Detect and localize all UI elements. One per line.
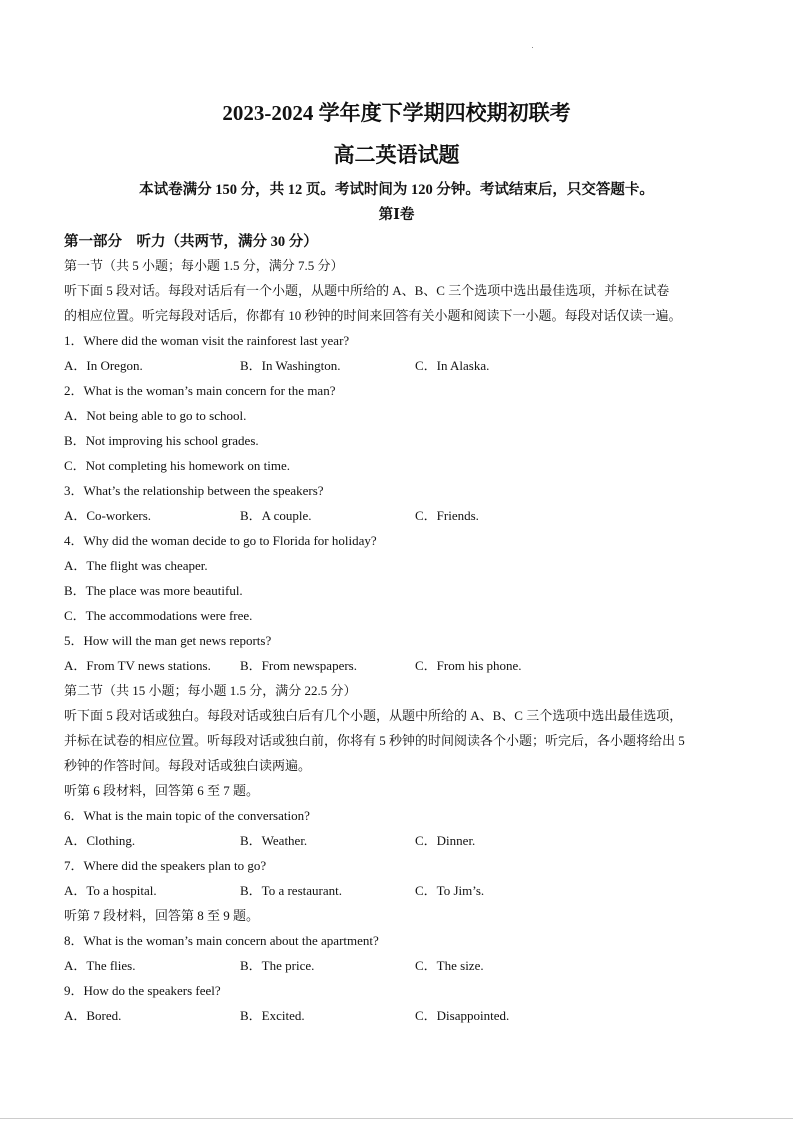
document-body [64,253,734,1028]
answer-option: A．Clothing. [64,833,136,848]
answer-option: A．From TV news stations. [64,658,211,673]
text-line: 3．What’s the relationship between the speakers? [64,483,324,498]
answer-option: C．In Alaska. [415,358,490,373]
text-line: 6．What is the main topic of the conversation? [64,808,310,823]
answer-option: B．A couple. [240,508,312,523]
text-line: 听下面 5 段对话。每段对话后有一个小题，从题中所给的 A、B、C 三个选项中选出最佳选项，并标在试卷 [64,283,670,298]
text-line: B．Not improving his school grades. [64,433,259,448]
option-row [64,953,734,978]
text-line: 的相应位置。听完每段对话后，你都有 10 秒钟的时间来回答有关小题和阅读下一小题。每段对话仅读一遍。 [64,308,682,323]
answer-option: C．From his phone. [415,658,522,673]
option-row [64,503,734,528]
text-line: C．The accommodations were free. [64,608,253,623]
text-line: 8．What is the woman’s main concern about the apartment? [64,933,379,948]
text-line: 第一节（共 5 小题；每小题 1.5 分，满分 7.5 分） [64,258,344,273]
text-line: 4．Why did the woman decide to go to Florida for holiday? [64,533,377,548]
text-line: 1．Where did the woman visit the rainforest last year? [64,333,350,348]
answer-option: B．From newspapers. [240,658,357,673]
text-line: 听下面 5 段对话或独白。每段对话或独白后有几个小题，从题中所给的 A、B、C 三个选项中选出最佳选项， [64,708,683,723]
text-line: A．The flight was cheaper. [64,558,208,573]
answer-option: B．Excited. [240,1008,305,1023]
text-line: 并标在试卷的相应位置。听每段对话或独白前，你将有 5 秒钟的时间阅读各个小题；听完后，各小题将给出 5 [64,733,685,748]
text-line: 7．Where did the speakers plan to go? [64,858,267,873]
text-line: 第二节（共 15 小题；每小题 1.5 分，满分 22.5 分） [64,683,357,698]
text-line: 秒钟的作答时间。每段对话或独白读两遍。 [64,758,312,773]
volume-heading: 第Ⅰ卷 [378,207,415,223]
answer-option: A．The flies. [64,958,136,973]
text-line: 听第 6 段材料，回答第 6 至 7 题。 [64,783,260,798]
text-line: 2．What is the woman’s main concern for the man? [64,383,336,398]
exam-info: 本试卷满分 150 分，共 12 页。考试时间为 120 分钟。考试结束后，只交答题卡。 [139,182,654,198]
answer-option: A．In Oregon. [64,358,143,373]
text-line: C．Not completing his homework on time. [64,458,291,473]
answer-option: C．Friends. [415,508,479,523]
option-row [64,1003,734,1028]
text-line: 9．How do the speakers feel? [64,983,221,998]
option-row [64,653,734,678]
part-heading: 第一部分 听力（共两节，满分 30 分） [64,234,318,250]
answer-option: B．To a restaurant. [240,883,342,898]
answer-option: A．To a hospital. [64,883,157,898]
answer-option: C．Dinner. [415,833,476,848]
answer-option: C．Disappointed. [415,1008,510,1023]
answer-option: C．To Jim’s. [415,883,485,898]
exam-subtitle: 高二英语试题 [333,143,460,167]
answer-option: B．In Washington. [240,358,341,373]
answer-option: B．The price. [240,958,315,973]
answer-option: B．Weather. [240,833,308,848]
option-row [64,353,734,378]
answer-option: C．The size. [415,958,484,973]
answer-option: A．Co-workers. [64,508,152,523]
option-row [64,828,734,853]
exam-title: 2023-2024 学年度下学期四校期初联考 [222,101,571,125]
text-line: A．Not being able to go to school. [64,408,247,423]
page-edge [0,1118,793,1119]
stray-mark [532,47,533,48]
text-line: 听第 7 段材料，回答第 8 至 9 题。 [64,908,260,923]
text-line: B．The place was more beautiful. [64,583,243,598]
answer-option: A．Bored. [64,1008,122,1023]
option-row [64,878,734,903]
text-line: 5．How will the man get news reports? [64,633,272,648]
